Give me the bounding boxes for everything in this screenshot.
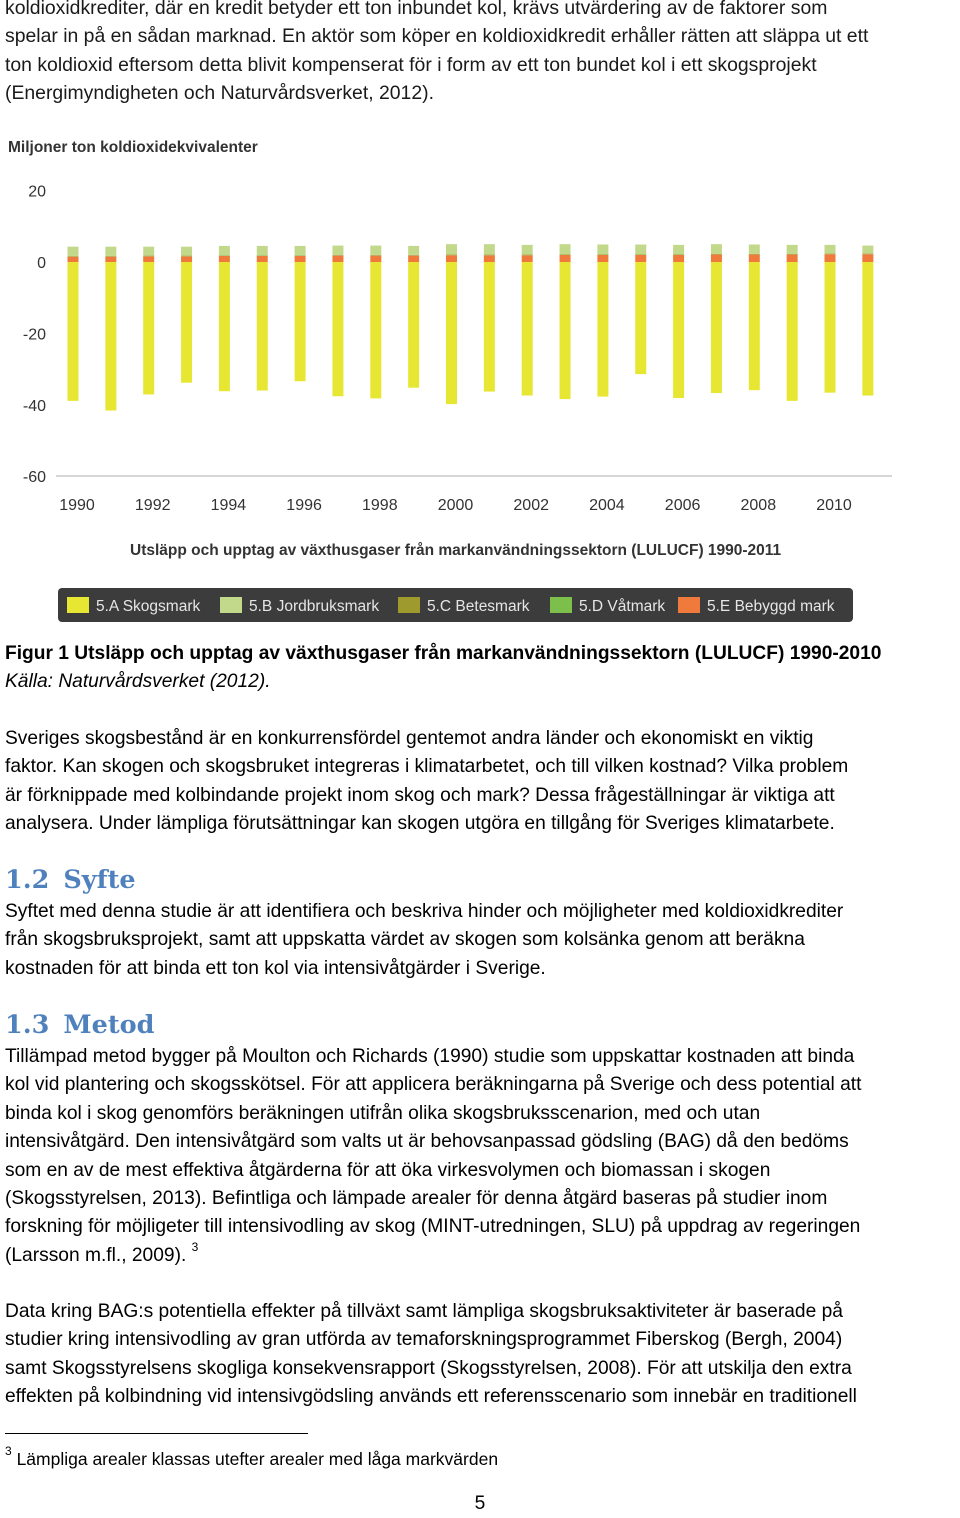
- caption-title: Figur 1 Utsläpp och upptag av växthusgaser från markanvändningssektorn (LULUCF) 1990-2010: [5, 640, 881, 668]
- legend-label: 5.A Skogsmark: [96, 598, 200, 615]
- bar-5.E Bebyggd mark: [408, 256, 419, 262]
- bar-5.E Bebyggd mark: [484, 255, 495, 262]
- page-number: 5: [0, 1490, 960, 1518]
- lulucf-bar-chart: [0, 132, 960, 632]
- text-line: koldioxidkrediter, där en kredit betyder ett ton inbundet kol, krävs utvärdering av de faktorer som: [5, 0, 957, 22]
- bar-5.E Bebyggd mark: [143, 256, 154, 262]
- footnote: [5, 1447, 498, 1471]
- bar-group-1996: [295, 246, 306, 381]
- text-line: kostnaden för att binda ett ton kol via intensivåtgärder i Sverige.: [5, 955, 957, 983]
- bar-5.A Skogsmark: [635, 262, 646, 374]
- y-tick-label: -60: [23, 469, 46, 486]
- legend-swatch: [398, 597, 420, 613]
- bar-5.B Jordbruksmark: [862, 246, 873, 254]
- bar-5.B Jordbruksmark: [560, 244, 571, 254]
- bar-5.A Skogsmark: [408, 262, 419, 388]
- bar-5.B Jordbruksmark: [446, 244, 457, 254]
- text-line: ton koldioxid eftersom detta blivit kompenserat för i form av ett ton bundet kol i ett skogsprojekt: [5, 51, 957, 79]
- bar-5.B Jordbruksmark: [181, 247, 192, 256]
- paragraph-after-figure: [5, 725, 957, 839]
- bar-5.B Jordbruksmark: [787, 245, 798, 254]
- text-line: spelar in på en sådan marknad. En aktör som köper en koldioxidkredit erhåller rätten att släppa ut ett: [5, 22, 957, 50]
- text-line: Syftet med denna studie är att identifiera och beskriva hinder och möjligheter med koldioxidkrediter: [5, 898, 957, 926]
- bar-5.E Bebyggd mark: [862, 254, 873, 262]
- bar-group-2006: [673, 245, 684, 398]
- bar-group-2009: [787, 245, 798, 401]
- bar-group-1995: [257, 246, 268, 391]
- text-line: från skogsbruksprojekt, samt att uppskatta värdet av skogen som kolsänka genom att beräkna: [5, 926, 957, 954]
- caption-source: Källa: Naturvårdsverket (2012).: [5, 668, 881, 696]
- bar-group-2005: [635, 245, 646, 375]
- bar-5.B Jordbruksmark: [257, 246, 268, 255]
- bar-5.E Bebyggd mark: [711, 255, 722, 262]
- text-line: [5, 1242, 957, 1270]
- x-tick-label: 2002: [513, 497, 549, 514]
- bar-5.E Bebyggd mark: [597, 255, 608, 262]
- legend-label: 5.B Jordbruksmark: [249, 598, 379, 615]
- bar-5.A Skogsmark: [143, 262, 154, 394]
- bar-5.A Skogsmark: [787, 262, 798, 401]
- bar-group-1999: [408, 246, 419, 388]
- legend-label: 5.D Våtmark: [579, 598, 665, 615]
- section-number: 1.3: [5, 1010, 49, 1040]
- text-line: studier kring intensivodling av gran utförda av temaforskningsprogrammet Fiberskog (Bergh, 2004): [5, 1326, 957, 1354]
- y-tick-label: -40: [23, 398, 46, 415]
- bar-5.A Skogsmark: [295, 262, 306, 381]
- bar-5.B Jordbruksmark: [522, 245, 533, 255]
- section-title: Syfte: [63, 865, 135, 895]
- bar-5.B Jordbruksmark: [332, 246, 343, 255]
- bar-5.E Bebyggd mark: [332, 256, 343, 262]
- bar-5.A Skogsmark: [862, 262, 873, 396]
- text-line: kol vid plantering och skogsskötsel. För att applicera beräkningarna på Sverige och dess potential att: [5, 1071, 957, 1099]
- bar-group-1990: [68, 247, 79, 401]
- footnote-text: Lämpliga arealer klassas utefter arealer med låga markvärden: [17, 1449, 499, 1469]
- bar-5.B Jordbruksmark: [825, 245, 836, 254]
- legend-swatch: [678, 597, 700, 613]
- figure-caption: [5, 640, 881, 697]
- bar-5.A Skogsmark: [219, 262, 230, 391]
- bar-5.A Skogsmark: [522, 262, 533, 396]
- text-line: (Skogsstyrelsen, 2013). Befintliga och lämpade arealer för denna åtgärd baseras på studier inom: [5, 1185, 957, 1213]
- section-number: 1.2: [5, 865, 49, 895]
- bar-5.A Skogsmark: [484, 262, 495, 392]
- bar-5.E Bebyggd mark: [522, 255, 533, 262]
- bar-5.A Skogsmark: [597, 262, 608, 397]
- x-tick-label: 2000: [438, 497, 474, 514]
- y-axis-label: Miljoner ton koldioxidekvivalenter: [8, 139, 258, 156]
- bar-5.B Jordbruksmark: [711, 244, 722, 254]
- bar-group-2004: [597, 245, 608, 397]
- bar-5.B Jordbruksmark: [408, 246, 419, 255]
- y-tick-label: -20: [23, 326, 46, 343]
- bar-5.E Bebyggd mark: [635, 255, 646, 262]
- intro-paragraph: [5, 0, 957, 107]
- bar-5.B Jordbruksmark: [105, 247, 116, 256]
- bar-5.B Jordbruksmark: [68, 247, 79, 256]
- y-tick-label: 20: [28, 184, 46, 201]
- bar-5.B Jordbruksmark: [484, 244, 495, 254]
- text-line: är förknippade med kolbindande projekt inom skog och mark? Dessa frågeställningar är viktiga att: [5, 782, 957, 810]
- bar-5.E Bebyggd mark: [825, 254, 836, 262]
- bar-group-1997: [332, 246, 343, 397]
- bar-5.A Skogsmark: [446, 262, 457, 404]
- bar-group-2011: [862, 246, 873, 396]
- bar-5.B Jordbruksmark: [219, 246, 230, 255]
- bar-5.E Bebyggd mark: [257, 256, 268, 262]
- bar-group-2002: [522, 245, 533, 396]
- x-tick-label: 1990: [59, 497, 95, 514]
- paragraph-data: [5, 1298, 957, 1412]
- bar-group-2007: [711, 244, 722, 393]
- bar-5.A Skogsmark: [560, 262, 571, 399]
- x-tick-label: 1994: [211, 497, 247, 514]
- text-line: intensivåtgärd. Den intensivåtgärd som valts ut är behovsanpassad gödsling (BAG) då den bedöms: [5, 1128, 957, 1156]
- legend-label: 5.E Bebyggd mark: [707, 598, 835, 615]
- legend-label: 5.C Betesmark: [427, 598, 530, 615]
- text-line: Tillämpad metod bygger på Moulton och Richards (1990) studie som uppskattar kostnaden att binda: [5, 1043, 957, 1071]
- section-heading-syfte: [5, 864, 136, 896]
- bar-group-2010: [825, 245, 836, 393]
- bar-5.E Bebyggd mark: [749, 255, 760, 262]
- legend-swatch: [67, 597, 89, 613]
- x-axis-ticks: [59, 497, 852, 514]
- bar-5.A Skogsmark: [673, 262, 684, 398]
- x-tick-label: 2006: [665, 497, 701, 514]
- y-axis-ticks: [23, 184, 46, 487]
- footnote-separator: [5, 1433, 308, 1434]
- footnote-reference[interactable]: 3: [192, 1240, 199, 1254]
- text-line: Data kring BAG:s potentiella effekter på tillväxt samt lämpliga skogsbruksaktiviteter är baserade på: [5, 1298, 957, 1326]
- bar-5.B Jordbruksmark: [673, 245, 684, 254]
- bar-group-2008: [749, 245, 760, 391]
- chart-title: Utsläpp och upptag av växthusgaser från markanvändningssektorn (LULUCF) 1990-2011: [130, 542, 782, 559]
- bar-series: [68, 244, 874, 410]
- bar-5.B Jordbruksmark: [749, 245, 760, 254]
- legend-swatch: [220, 597, 242, 613]
- bar-5.A Skogsmark: [257, 262, 268, 391]
- bar-5.E Bebyggd mark: [219, 256, 230, 262]
- bar-5.A Skogsmark: [68, 262, 79, 401]
- bar-5.B Jordbruksmark: [295, 246, 306, 255]
- x-tick-label: 1992: [135, 497, 171, 514]
- bar-group-1998: [370, 246, 381, 399]
- bar-5.E Bebyggd mark: [560, 255, 571, 262]
- text-line: som en av de mest effektiva åtgärderna för att öka virkesvolymen och biomassan i skogen: [5, 1157, 957, 1185]
- bar-5.B Jordbruksmark: [143, 247, 154, 256]
- bar-5.A Skogsmark: [332, 262, 343, 396]
- bar-5.A Skogsmark: [711, 262, 722, 393]
- bar-5.E Bebyggd mark: [295, 256, 306, 262]
- bar-5.E Bebyggd mark: [446, 255, 457, 262]
- bar-group-2000: [446, 244, 457, 404]
- text-line: forskning för möjligeter till intensivodling av skog (MINT-utredningen, SLU) på uppdrag av regeringen: [5, 1213, 957, 1241]
- text-line: samt Skogsstyrelsens skogliga konsekvensrapport (Skogsstyrelsen, 2008). För att utskilja den extra: [5, 1355, 957, 1383]
- section-heading-metod: [5, 1009, 154, 1041]
- text-line: Sveriges skogsbestånd är en konkurrensfördel gentemot andra länder och ekonomiskt en viktig: [5, 725, 957, 753]
- footnote-number: 3: [5, 1444, 12, 1458]
- x-tick-label: 2004: [589, 497, 625, 514]
- bar-5.B Jordbruksmark: [597, 245, 608, 255]
- text-line: effekten på kolbindning vid intensivgödsling används ett referensscenario som innebär en traditionell: [5, 1383, 957, 1411]
- bar-5.A Skogsmark: [181, 262, 192, 383]
- bar-5.A Skogsmark: [749, 262, 760, 390]
- bar-5.E Bebyggd mark: [787, 255, 798, 262]
- bar-group-2003: [560, 244, 571, 399]
- bar-group-1994: [219, 246, 230, 391]
- bar-5.A Skogsmark: [370, 262, 381, 398]
- bar-5.E Bebyggd mark: [105, 257, 116, 262]
- bar-5.E Bebyggd mark: [673, 255, 684, 262]
- y-tick-label: 0: [37, 255, 46, 272]
- text-line: binda kol i skog genomförs beräkningen utifrån olika skogsbruksscenarion, med och utan: [5, 1100, 957, 1128]
- bar-5.A Skogsmark: [825, 262, 836, 393]
- bar-group-2001: [484, 244, 495, 391]
- bar-5.B Jordbruksmark: [635, 245, 646, 255]
- bar-5.A Skogsmark: [105, 262, 116, 411]
- bar-group-1993: [181, 247, 192, 383]
- paragraph-metod: [5, 1043, 957, 1270]
- x-tick-label: 1998: [362, 497, 398, 514]
- bar-group-1992: [143, 247, 154, 395]
- paragraph-syfte: [5, 898, 957, 983]
- text-line: faktor. Kan skogen och skogsbruket integreras i klimatarbetet, och till vilken kostnad? Vilka problem: [5, 753, 957, 781]
- section-title: Metod: [63, 1010, 154, 1040]
- x-tick-label: 1996: [286, 497, 322, 514]
- legend: [67, 597, 835, 615]
- bar-group-1991: [105, 247, 116, 411]
- text-line: analysera. Under lämpliga förutsättningar kan skogen utgöra en tillgång för Sveriges klimatarbete.: [5, 810, 957, 838]
- text-segment: (Larsson m.fl., 2009).: [5, 1245, 186, 1266]
- bar-5.E Bebyggd mark: [68, 257, 79, 262]
- x-tick-label: 2010: [816, 497, 852, 514]
- legend-swatch: [550, 597, 572, 613]
- text-line: (Energimyndigheten och Naturvårdsverket, 2012).: [5, 79, 957, 107]
- bar-5.E Bebyggd mark: [370, 256, 381, 262]
- bar-5.E Bebyggd mark: [181, 256, 192, 262]
- x-tick-label: 2008: [741, 497, 777, 514]
- bar-5.B Jordbruksmark: [370, 246, 381, 255]
